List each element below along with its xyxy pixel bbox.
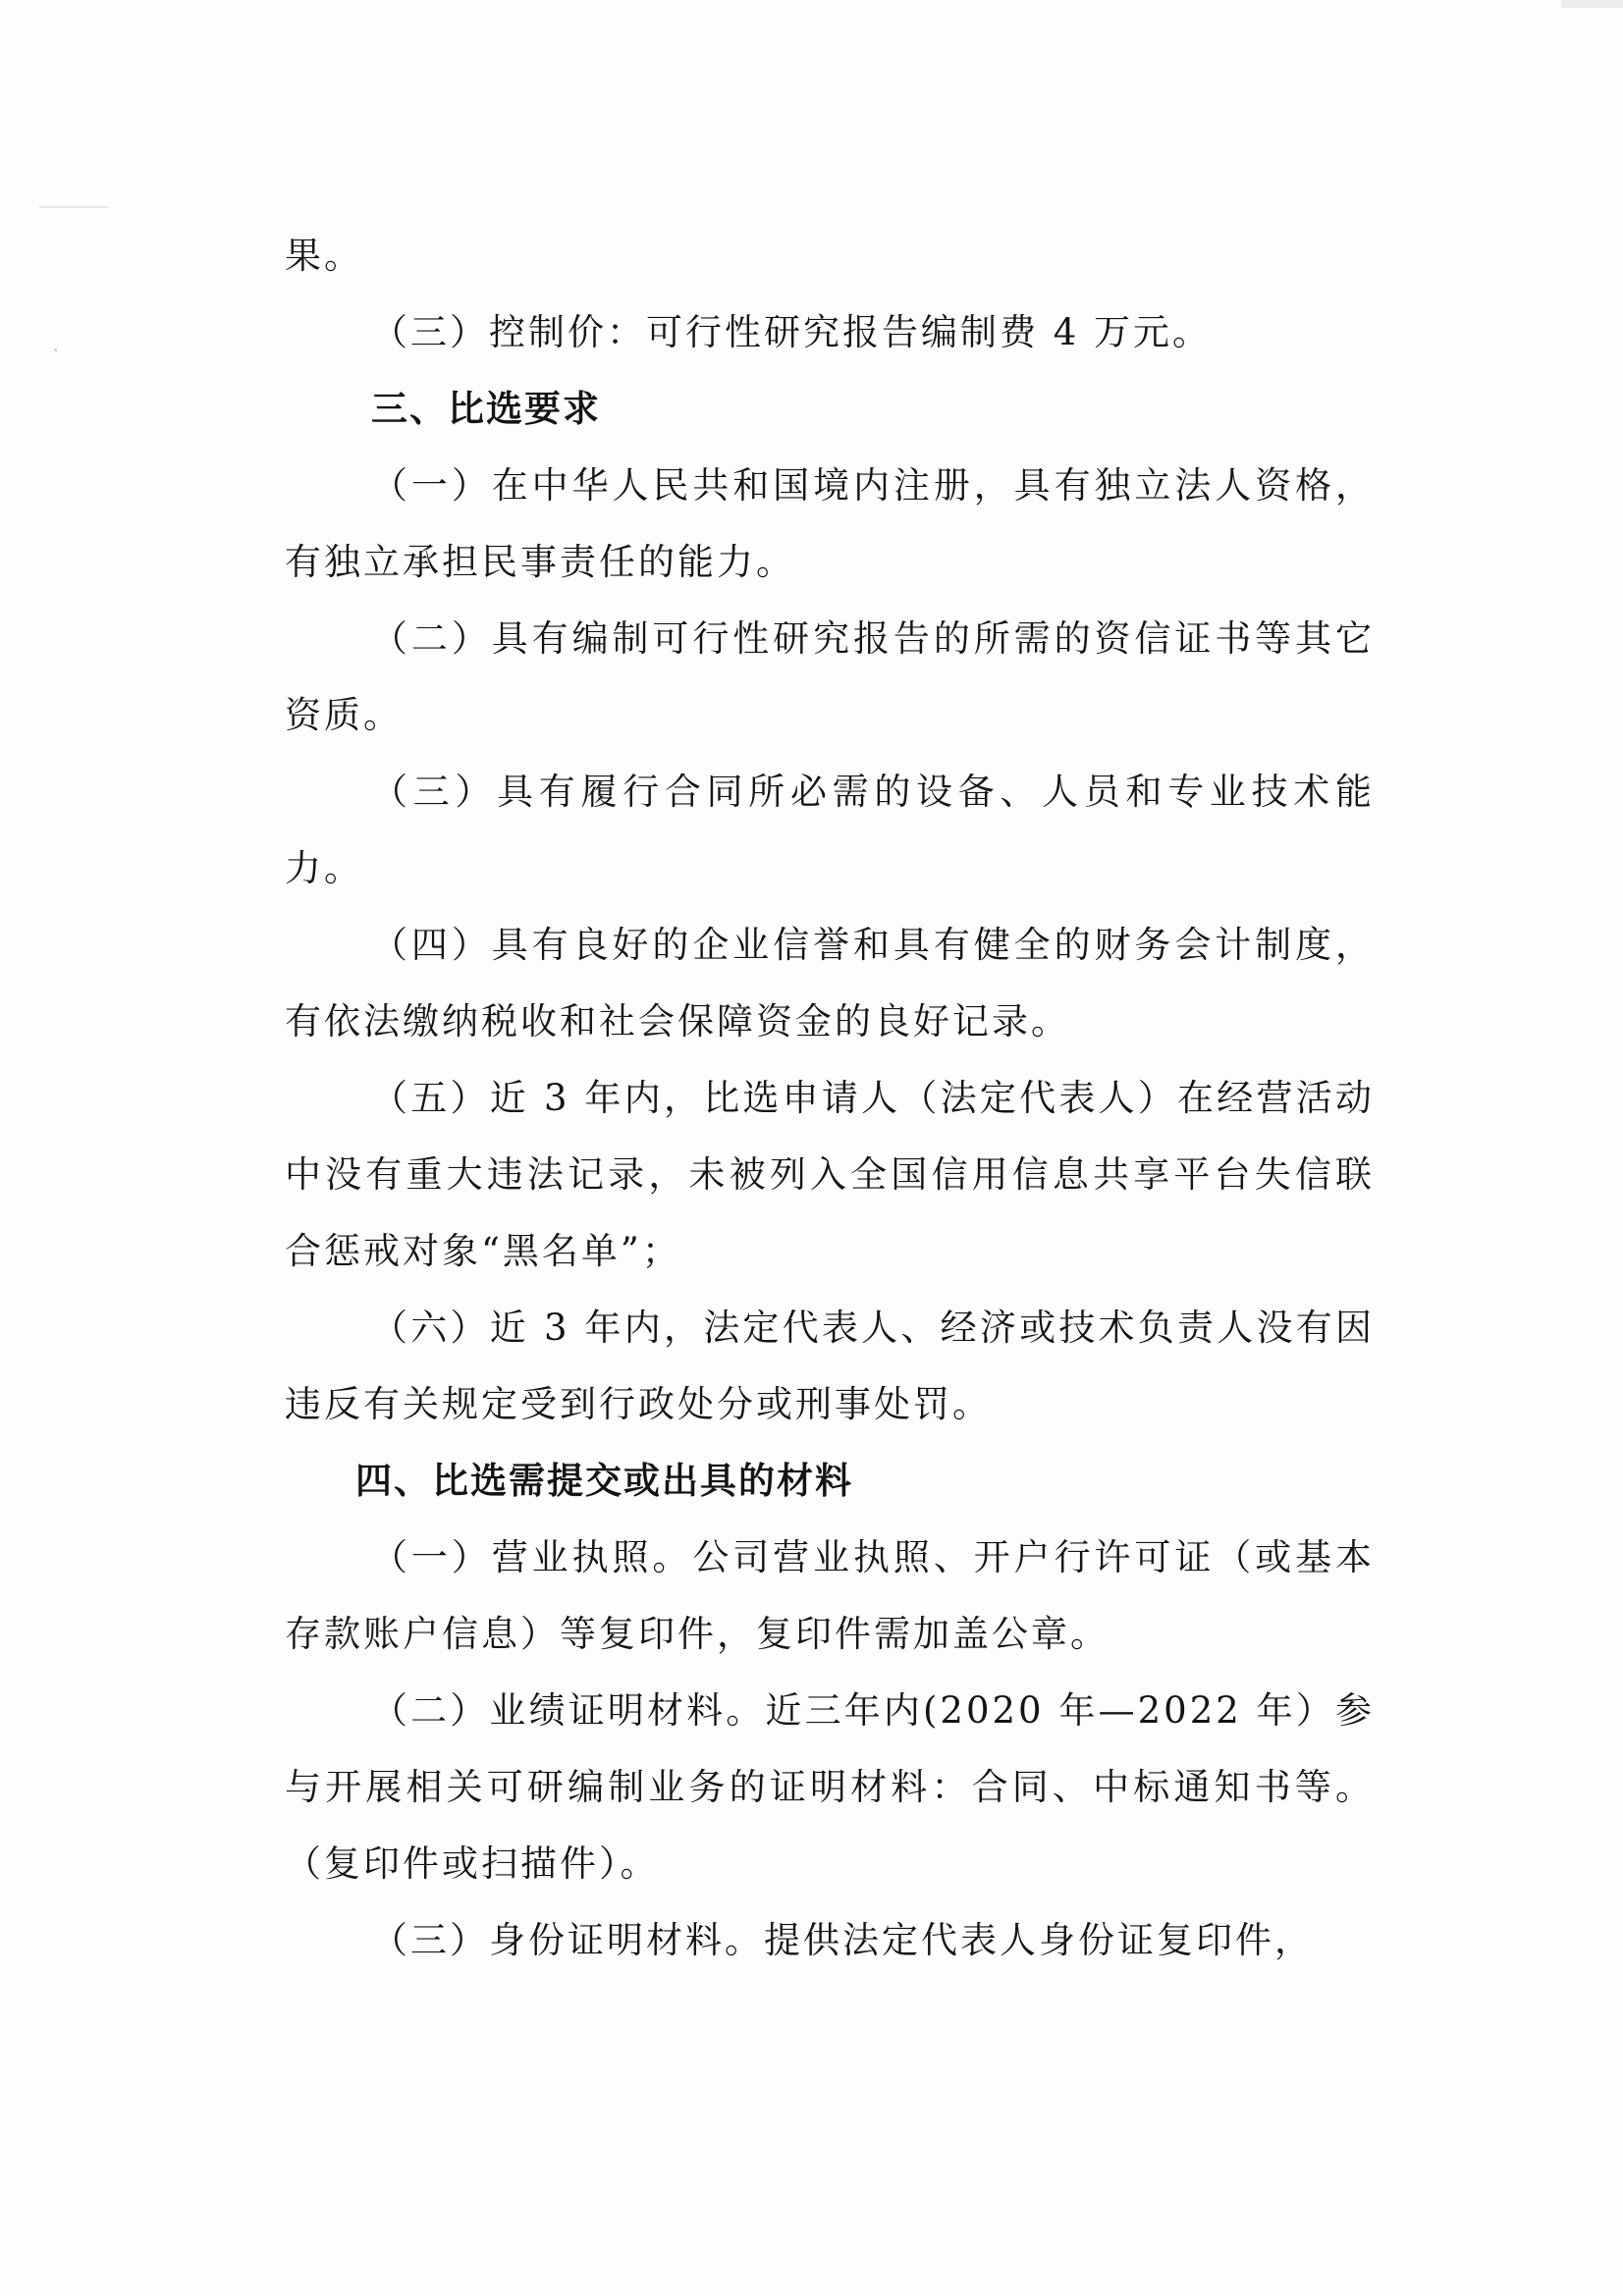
paragraph-material-1: （一）营业执照。公司营业执照、开户行许可证（或基本存款账户信息）等复印件，复印件需加盖公章。	[285, 1536, 1375, 1655]
paragraph-requirement-6: （六）近 3 年内，法定代表人、经济或技术负责人没有因违反有关规定受到行政处分或刑事处罚。	[285, 1307, 1375, 1425]
paragraph-requirement-2: （二）具有编制可行性研究报告的所需的资信证书等其它资质。	[285, 617, 1375, 736]
paragraph-requirement-3: （三）具有履行合同所必需的设备、人员和专业技术能力。	[285, 771, 1375, 889]
scan-mark	[54, 348, 57, 351]
section-heading-materials: 四、比选需提交或出具的材料	[355, 1460, 853, 1502]
paragraph-requirement-1: （一）在中华人民共和国境内注册，具有独立法人资格，有独立承担民事责任的能力。	[285, 464, 1375, 583]
section-heading-requirements: 三、比选要求	[371, 388, 601, 430]
scan-mark	[39, 206, 108, 208]
paragraph-material-3: （三）身份证明材料。提供法定代表人身份证复印件，	[371, 1919, 1314, 1961]
paragraph-material-2: （二）业绩证明材料。近三年内(2020 年—2022 年）参与开展相关可研编制业务的证明材料：合同、中标通知书等。（复印件或扫描件）。	[285, 1689, 1375, 1885]
paragraph-control-price: （三）控制价：可行性研究报告编制费 4 万元。	[371, 311, 1213, 353]
paragraph-continuation: 果。	[285, 235, 363, 277]
document-body	[285, 218, 1375, 1979]
scan-mark	[1561, 0, 1623, 8]
paragraph-requirement-4: （四）具有良好的企业信誉和具有健全的财务会计制度，有依法缴纳税收和社会保障资金的良好记录。	[285, 924, 1375, 1042]
paragraph-requirement-5: （五）近 3 年内，比选申请人（法定代表人）在经营活动中没有重大违法记录，未被列入全国信用信息共享平台失信联合惩戒对象“黑名单”；	[285, 1077, 1375, 1272]
